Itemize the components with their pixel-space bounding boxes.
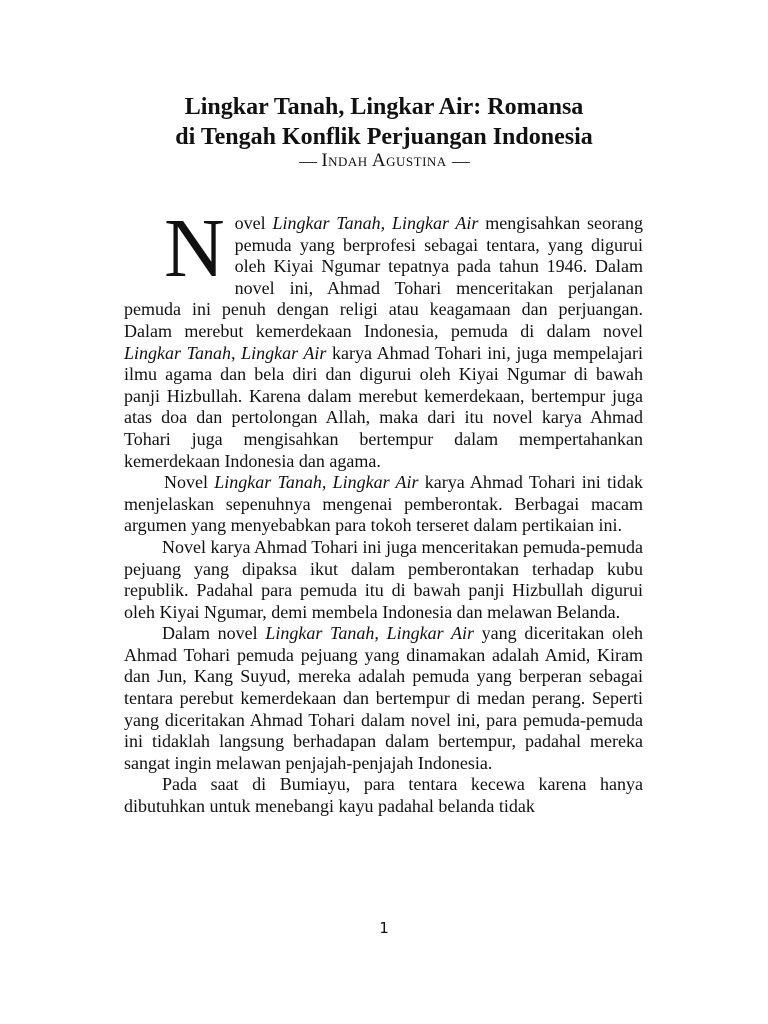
paragraph-3-text: Novel karya Ahmad Tohari ini juga menceritakan pemuda-pemuda pejuang yang dipaksa ikut dalam pemberontakan terhadap kubu republik. Padahal para pemuda itu di bawah panji Hizbullah digurui oleh Kiyai Ngumar, demi membela Indonesia dan melawan Belanda.	[124, 536, 643, 622]
paragraph-1-text-a: ovel	[234, 213, 273, 233]
paragraph-4	[124, 623, 643, 774]
paragraph-1-text-b: mengisahkan seorang pemuda yang berprofesi sebagai tentara, yang digurui oleh Kiyai Ngumar tepatnya pada tahun 1946. Dalam novel ini, Ahmad Tohari menceritakan perjalanan pemuda ini penuh dengan religi atau keagamaan dan perjuangan. Dalam merebut kemerdekaan Indonesia, pemuda di dalam novel	[124, 213, 643, 341]
paragraph-5	[124, 774, 643, 817]
drop-cap: N	[164, 202, 225, 295]
author-byline	[0, 150, 768, 173]
author-name: Indah Agustina	[321, 150, 447, 171]
byline-dash-left: ------	[298, 154, 317, 169]
paragraph-4-text-a: Dalam novel	[162, 623, 266, 644]
paragraph-1-text-c: karya Ahmad Tohari ini, juga mempelajari ilmu agama dan bela diri dan digurui oleh Kiyai Ngumar di bawah panji Hizbullah. Karena dalam merebut kemerdekaan, bertempur juga atas doa dan pertolongan Allah, maka dari itu novel karya Ahmad Tohari juga mengisahkan bertempur dalam mempertahankan kemerdekaan Indonesia dan agama.	[124, 342, 643, 471]
title-line-2: di Tengah Konflik Perjuangan Indonesia	[175, 124, 593, 150]
article-title	[0, 92, 768, 152]
byline-dash-right: ------	[451, 154, 470, 169]
paragraph-2-book-title: Lingkar Tanah, Lingkar Air	[214, 472, 419, 493]
paragraph-2-text-a: Novel	[164, 472, 215, 493]
paragraph-2	[124, 472, 643, 537]
paragraph-1-book-title-a: Lingkar Tanah, Lingkar Air	[272, 213, 479, 233]
paragraph-3	[124, 537, 643, 623]
paragraph-5-text: Pada saat di Bumiayu, para tentara kecewa karena hanya dibutuhkan untuk menebangi kayu padahal belanda tidak	[124, 774, 643, 817]
paragraph-2-text-b: karya Ahmad Tohari ini tidak menjelaskan sepenuhnya mengenai pemberontak. Berbagai macam argumen yang menyebabkan para tokoh terseret dalam pertikaian ini.	[124, 472, 644, 536]
paragraph-4-book-title: Lingkar Tanah, Lingkar Air	[265, 623, 474, 644]
article-body	[124, 202, 644, 818]
paragraph-1	[124, 202, 643, 472]
paragraph-4-text-b: yang diceritakan oleh Ahmad Tohari pemuda pejuang yang dinamakan adalah Amid, Kiram dan Jun, Kang Suyud, mereka adalah pemuda yang berperan sebagai tentara perebut kemerdekaan dan bertempur di medan perang. Seperti yang diceritakan Ahmad Tohari dalam novel ini, para pemuda-pemuda ini tidaklah langsung berhadapan dalam bertempur, padahal mereka sangat ingin melawan penjajah-penjajah Indonesia.	[124, 623, 643, 773]
page-number: 1	[379, 919, 389, 937]
title-line-1: Lingkar Tanah, Lingkar Air: Romansa	[184, 94, 584, 120]
paragraph-1-book-title-b: Lingkar Tanah, Lingkar Air	[124, 342, 327, 363]
